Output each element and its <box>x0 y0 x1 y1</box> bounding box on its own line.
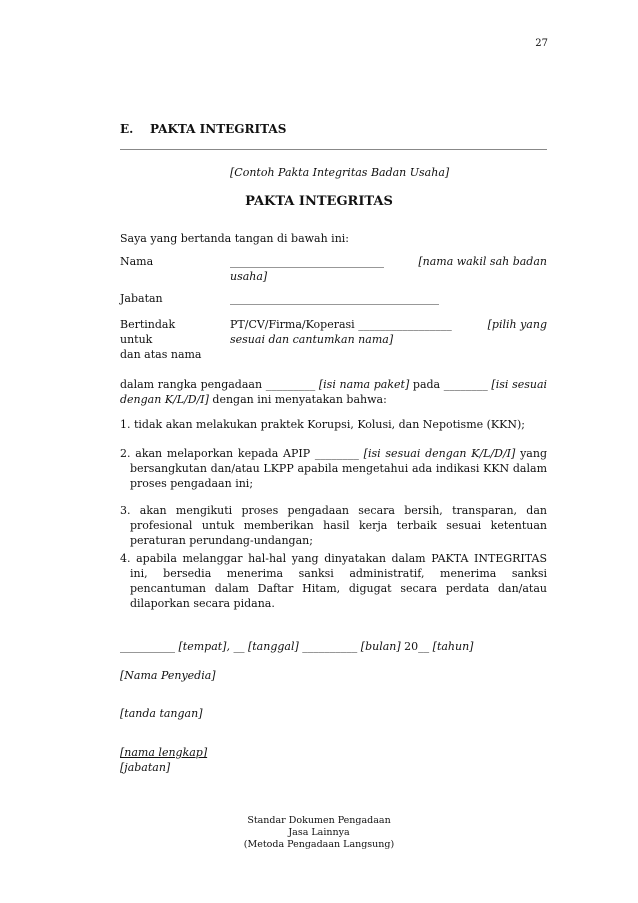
context-hint-2a: [isi <box>491 378 509 391</box>
full-name-placeholder: [nama lengkap] <box>120 746 208 759</box>
bertindak-label-line1: Bertindak <box>120 318 176 331</box>
context-blank-1: _________ <box>265 378 316 391</box>
year-hint: [tahun] <box>432 640 474 653</box>
statement-item-3: 3. akan mengikuti proses pengadaan secara bersih, transparan, dan profesional untuk memberikan hasil kerja terbaik sesuai ketentuan peraturan perundang-undangan; <box>120 504 547 547</box>
context-blank-2: ________ <box>443 378 488 391</box>
footer-line-3: (Metoda Pengadaan Langsung) <box>243 839 395 850</box>
month-blank: __________ <box>302 640 358 653</box>
footer-line-2: Jasa Lainnya <box>288 827 350 838</box>
bertindak-label-line2: untuk <box>120 333 153 346</box>
item2-text-b: yang bersangkutan dan/atau LKPP apabila mengetahui ada indikasi KKN dalam proses pengadaan ini; <box>130 447 547 490</box>
place-hint: [tempat], <box>178 640 230 653</box>
bertindak-field <box>230 317 547 347</box>
day-blank: __ <box>233 640 245 653</box>
day-hint: [tanggal] <box>247 640 299 653</box>
context-text-3: dengan ini menyatakan bahwa: <box>212 393 387 406</box>
bertindak-value: PT/CV/Firma/Koperasi <box>230 318 355 331</box>
bertindak-blank: _________________ <box>358 318 452 331</box>
bertindak-label-line3: dan atas nama <box>120 348 202 361</box>
statement-item-2 <box>120 446 547 491</box>
item2-blank: ________ <box>314 447 359 460</box>
section-title: PAKTA INTEGRITAS <box>150 122 287 136</box>
provider-name: [Nama Penyedia] <box>120 669 216 682</box>
page-number: 27 <box>535 38 548 49</box>
jabatan-label: Jabatan <box>120 292 163 305</box>
context-text-1: dalam rangka pengadaan <box>120 378 263 391</box>
bertindak-hint: [pilih yang <box>487 318 547 331</box>
section-heading <box>120 122 286 136</box>
context-hint-2b: sesuai dengan K/L/D/I] <box>120 378 548 406</box>
month-hint: [bulan] <box>360 640 401 653</box>
example-note: [Contoh Pakta Integritas Badan Usaha] <box>230 166 450 179</box>
context-text-2: pada <box>412 378 441 391</box>
context-hint-1: [isi nama paket] <box>318 378 410 391</box>
page-footer <box>0 815 638 851</box>
signature-placeholder: [tanda tangan] <box>120 707 203 720</box>
statement-item-4: 4. apabila melanggar hal-hal yang dinyatakan dalam PAKTA INTEGRITAS ini, bersedia menerima sanksi administratif, menerima sanksi pencantuman dalam Daftar Hitam, digugat secara perdata dan/atau dilaporkan secara pidana. <box>120 552 547 610</box>
bertindak-label <box>120 317 202 362</box>
document-title: PAKTA INTEGRITAS <box>245 194 393 209</box>
nama-blank: ____________________________ <box>230 255 384 268</box>
nama-hint: [nama wakil sah badan <box>418 255 547 268</box>
section-divider <box>120 149 547 150</box>
position-placeholder: [jabatan] <box>120 761 171 774</box>
item2-hint: [isi sesuai dengan K/L/D/I] <box>363 447 516 460</box>
date-line <box>120 639 473 654</box>
item2-text-a: 2. akan melaporkan kepada APIP <box>120 447 311 460</box>
statement-item-1: 1. tidak akan melakukan praktek Korupsi, Kolusi, dan Nepotisme (KKN); <box>120 418 525 431</box>
year-blank: 20__ <box>404 640 430 653</box>
nama-label: Nama <box>120 255 154 268</box>
jabatan-blank: ______________________________________ <box>230 292 439 305</box>
section-letter: E. <box>120 122 134 136</box>
footer-line-1: Standar Dokumen Pengadaan <box>247 815 391 826</box>
context-paragraph <box>120 377 547 407</box>
place-blank: __________ <box>120 640 175 653</box>
bertindak-hint-cont: sesuai dan cantumkan nama] <box>230 333 394 346</box>
nama-field <box>230 254 547 284</box>
nama-hint-cont: usaha] <box>230 270 268 283</box>
intro-text: Saya yang bertanda tangan di bawah ini: <box>120 232 350 245</box>
